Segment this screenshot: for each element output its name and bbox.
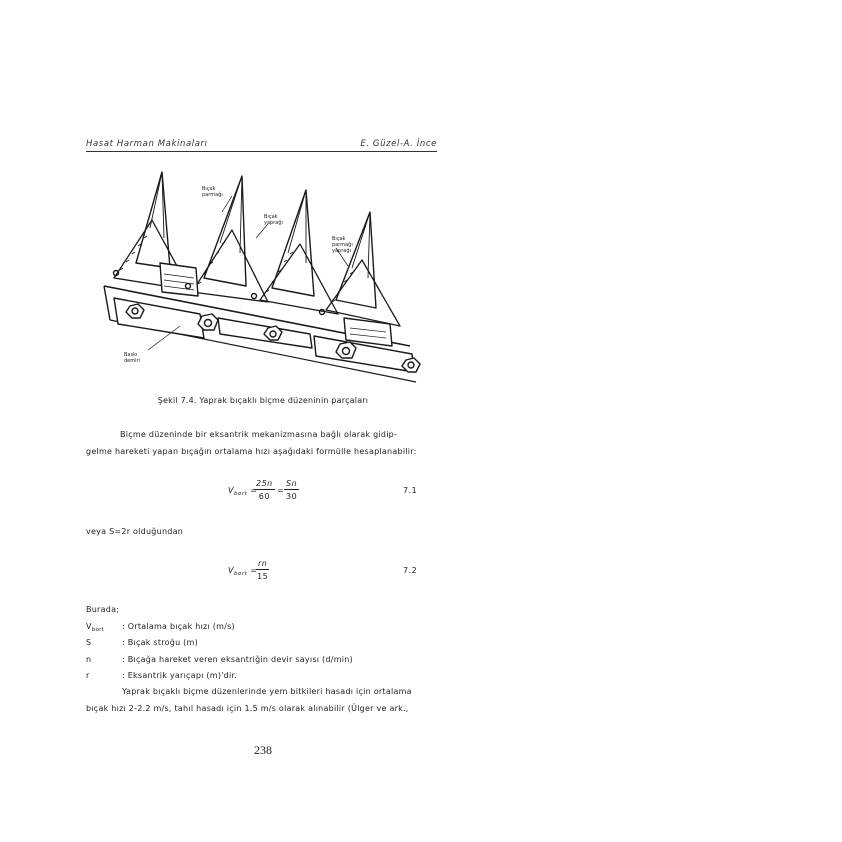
equation-1-equals-2: =	[277, 486, 285, 495]
label-1-line-2: parmağı	[202, 192, 223, 198]
intro-line-1: Biçme düzeninde bir eksantrik mekanizmasına bağlı olarak gidip-	[120, 430, 398, 439]
definition-row-vbort	[86, 622, 235, 633]
equation-1-fraction-2: $\frac{Sn}{30}$	[285, 479, 298, 501]
middle-text: veya S=2r olduğundan	[86, 527, 184, 536]
running-header-title: Hasat Harman Makinaları	[86, 139, 208, 149]
definition-text: : Bıçağa hareket veren eksantriğin devir sayısı (d/min)	[122, 655, 353, 664]
definition-symbol: r	[86, 671, 90, 680]
header-rule	[86, 151, 437, 152]
mower-knife-figure	[100, 168, 422, 384]
definition-row-s	[86, 638, 198, 647]
guard-finger-1	[136, 172, 170, 268]
equation-2-fraction: $\frac{rn}{15}$	[257, 559, 269, 581]
definition-text: : Eksantrik yarıçapı (m)'dir.	[122, 671, 238, 680]
knife-section-2	[192, 230, 268, 302]
hold-down-clip-1	[160, 263, 198, 296]
label-3-line-1: Bıçak	[332, 236, 346, 242]
definition-row-r	[86, 671, 237, 680]
definition-text: : Ortalama bıçak hızı (m/s)	[122, 622, 235, 631]
knife-section-4	[326, 260, 400, 326]
label-3-line-3: yaprağı	[332, 248, 351, 254]
closing-line-1: Yaprak bıçaklı biçme düzenlerinde yem bitkileri hasadı için ortalama	[122, 687, 412, 696]
equation-1-number: 7.1	[403, 486, 418, 495]
equation-2-number: 7.2	[403, 566, 418, 575]
definitions-heading: Burada;	[86, 605, 120, 614]
page-number: 238	[254, 743, 272, 757]
label-2-line-1: Bıçak	[264, 214, 278, 220]
definition-symbol: n	[86, 655, 92, 664]
definition-row-n	[86, 655, 353, 664]
label-3-line-2: parmağı	[332, 242, 353, 248]
equation-1-lhs: $V_{bort}$ =	[228, 486, 258, 497]
definition-text: : Bıçak stroğu (m)	[122, 638, 198, 647]
label-4-line-1: Baskı	[124, 352, 138, 358]
equation-1-fraction-1: $\frac{25n}{60}$	[256, 479, 273, 501]
label-4-line-2: demiri	[124, 358, 140, 364]
guard-finger-3	[272, 190, 314, 296]
figure-caption: Şekil 7.4. Yaprak bıçaklı biçme düzeninin parçaları	[157, 396, 369, 405]
running-header-authors: E. Güzel-A. İnce	[360, 139, 437, 149]
label-2-line-2: yaprağı	[264, 220, 283, 226]
definition-symbol: $V_{bort}$	[86, 622, 105, 633]
intro-line-2: gelme hareketi yapan bıçağın ortalama hızı aşağıdaki formülle hesaplanabilir:	[86, 447, 417, 456]
label-1-line-1: Bıçak	[202, 186, 216, 192]
definition-symbol: S	[86, 638, 92, 647]
knife-section-3	[260, 244, 338, 314]
equation-2-lhs: $V_{bort}$ =	[228, 566, 258, 577]
closing-line-2: bıçak hızı 2-2.2 m/s, tahıl hasadı için 1.5 m/s olarak alınabilir (Ülger ve ark.,	[86, 704, 409, 713]
